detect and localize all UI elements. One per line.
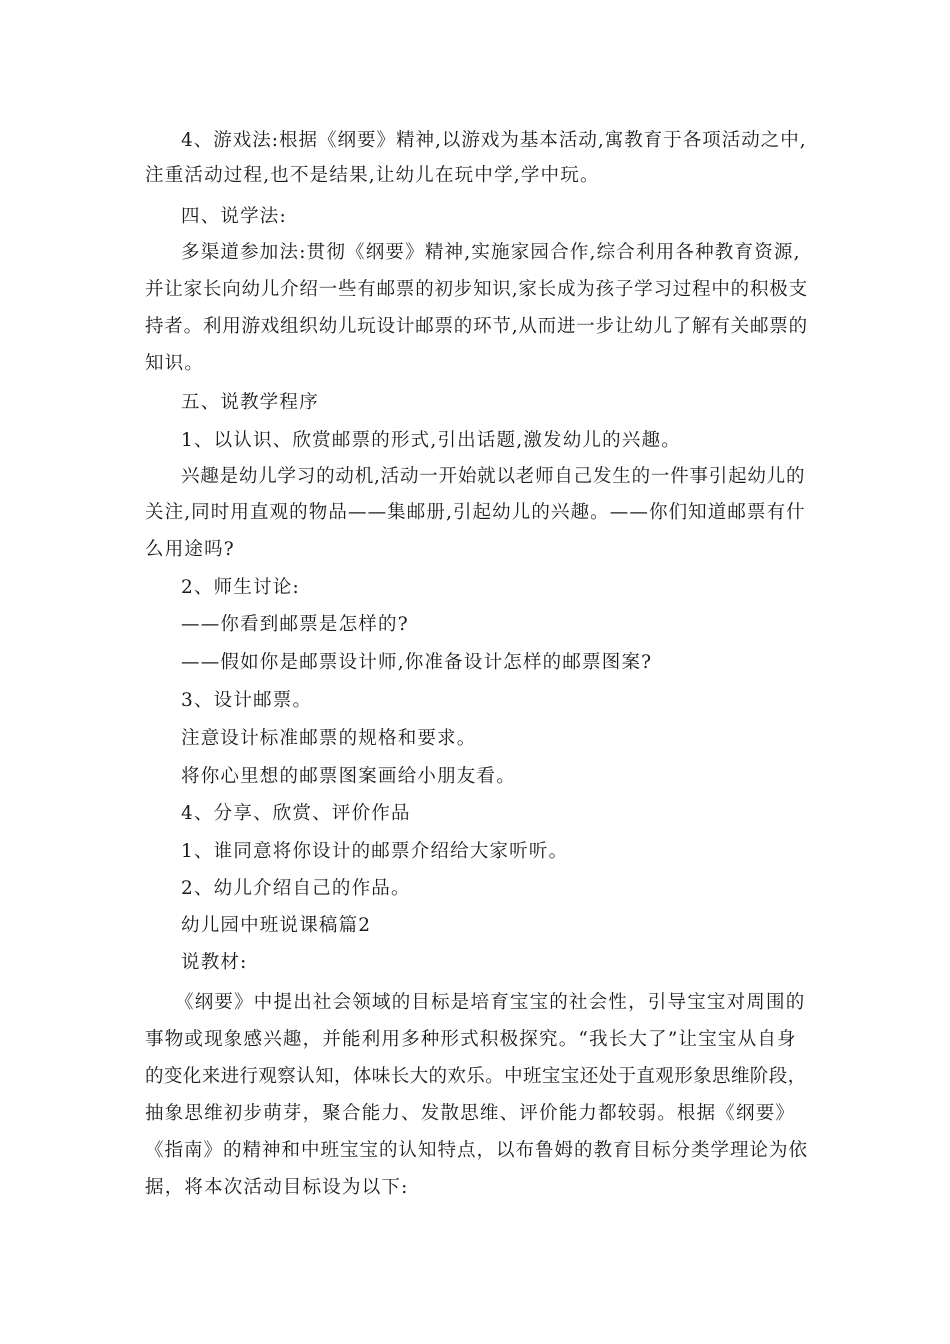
section-title: 幼儿园中班说课稿篇2 [181,915,372,936]
text-line: 1、谁同意将你设计的邮票介绍给大家听听。 [181,841,569,862]
text-line: 么用途吗? [145,539,235,560]
text-line: 持者。利用游戏组织幼儿玩设计邮票的环节,从而进一步让幼儿了解有关邮票的 [145,316,808,337]
text-line: 兴趣是幼儿学习的动机,活动一开始就以老师自己发生的一件事引起幼儿的 [181,466,806,487]
text-line: 并让家长向幼儿介绍一些有邮票的初步知识,家长成为孩子学习过程中的积极支 [145,279,808,300]
text-line: 4、游戏法:根据《纲要》精神,以游戏为基本活动,寓教育于各项活动之中, [181,130,807,151]
text-line: 《指南》的精神和中班宝宝的认知特点，以布鲁姆的教育目标分类学理论为依 [145,1140,809,1161]
text-line: 知识。 [145,353,205,374]
section-heading: 五、说教学程序 [181,392,319,413]
text-line: 多渠道参加法:贯彻《纲要》精神,实施家园合作,综合利用各种教育资源, [181,242,801,263]
text-line: 3、设计邮票。 [181,690,313,711]
text-line: 抽象思维初步萌芽，聚合能力、发散思维、评价能力都较弱。根据《纲要》 [145,1103,796,1124]
text-line: 的变化来进行观察认知，体味长大的欢乐。中班宝宝还处于直观形象思维阶段， [145,1066,807,1087]
text-line: 事物或现象感兴趣，并能利用多种形式积极探究。“我长大了”让宝宝从自身 [145,1029,797,1050]
text-line: 2、幼儿介绍自己的作品。 [181,878,411,899]
text-line: ——假如你是邮票设计师,你准备设计怎样的邮票图案? [181,652,653,673]
text-line: 《纲要》中提出社会领域的目标是培育宝宝的社会性，引导宝宝对周围的 [175,992,806,1013]
text-line: 关注,同时用直观的物品——集邮册,引起幼儿的兴趣。——你们知道邮票有什 [145,502,806,523]
text-line: ——你看到邮票是怎样的? [181,614,409,635]
text-line: 注意设计标准邮票的规格和要求。 [181,728,477,749]
text-line: 2、师生讨论: [181,577,300,598]
text-line: 1、以认识、欣赏邮票的形式,引出话题,激发幼儿的兴趣。 [181,430,681,451]
text-line: 据，将本次活动目标设为以下: [145,1177,409,1198]
section-heading: 四、说学法: [181,206,287,227]
text-line: 将你心里想的邮票图案画给小朋友看。 [181,766,516,787]
text-line: 4、分享、欣赏、评价作品 [181,803,411,824]
section-heading: 说教材: [181,952,248,973]
text-line: 注重活动过程,也不是结果,让幼儿在玩中学,学中玩。 [145,165,600,186]
